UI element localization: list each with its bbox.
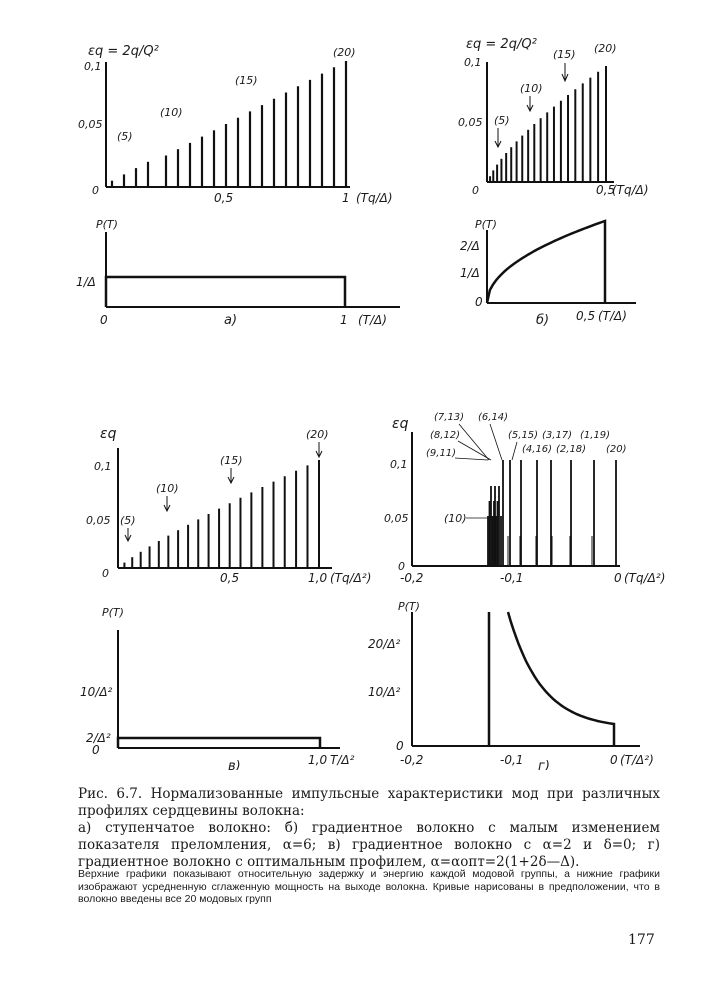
power-curve [487, 221, 605, 303]
y-axis-label: εq [392, 416, 409, 432]
panel-b-bottom-chart [460, 218, 636, 328]
x-axis-unit: (T/Δ) [358, 313, 387, 327]
y-tick-label: 0,05 [86, 514, 111, 527]
x-tick-label: 0 [610, 753, 618, 767]
y-tick-label: 0,05 [384, 512, 409, 525]
group-label: (6,14) [478, 412, 509, 423]
panel-v-bottom-chart [80, 606, 355, 770]
y-axis-label: εq = 2q/Q² [466, 37, 537, 52]
panel-label: а) [224, 313, 238, 328]
y-tick-label: 0,1 [84, 60, 102, 73]
x-axis-unit: (Tq/Δ²) [330, 571, 372, 585]
y-axis-label: εq [100, 426, 117, 442]
arrow [125, 528, 131, 541]
y-tick-label: 20/Δ² [368, 637, 401, 651]
y-tick-label: 0 [92, 184, 99, 197]
x-axis-unit: (T/Δ²) [620, 753, 654, 767]
panel-a-bottom-chart [76, 218, 400, 328]
arrow [490, 424, 502, 460]
arrow [316, 442, 322, 457]
group-label: (20) [306, 428, 329, 441]
group-label: (20) [594, 42, 617, 55]
panel-v-top-chart [86, 426, 371, 585]
y-tick-label: 0 [475, 295, 483, 309]
panel-label: г) [538, 759, 550, 770]
group-label: (4,16) [522, 444, 553, 455]
mode-bars [112, 61, 346, 187]
mode-bars [124, 460, 319, 568]
x-tick-label: -0,2 [400, 753, 424, 767]
figure-caption [78, 786, 660, 871]
page-number: 177 [628, 932, 655, 948]
y-tick-label: 10/Δ² [80, 685, 113, 699]
x-tick-label: -0,2 [400, 571, 424, 585]
note-text: Верхние графики показывают относительную задержку и энергию каждой модовой группы, а нижние графики изображают усредненную сглаженную мощность на выходе волокна. Кривые нарисованы в предположении, что в волокно введены все 20 модовых групп [78, 868, 660, 905]
panel-label: б) [536, 313, 550, 328]
y-tick-label: 0,1 [464, 56, 482, 69]
power-curve [118, 738, 320, 748]
x-tick-label: 0 [614, 571, 622, 585]
x-axis-unit: (Tq/Δ) [356, 191, 393, 205]
group-label: (7,13) [434, 412, 465, 423]
group-label: (20) [606, 444, 627, 455]
arrow [527, 96, 533, 111]
y-tick-label: 1/Δ [76, 275, 96, 289]
y-tick-label: 0 [396, 739, 404, 753]
arrow [228, 468, 234, 483]
x-tick-label: 1,0 [308, 571, 328, 585]
x-tick-label: 1 [342, 191, 350, 205]
group-label: (5) [117, 130, 133, 143]
x-tick-label: -0,1 [500, 571, 524, 585]
x-tick-label: 0,5 [214, 191, 234, 205]
y-axis-label: εq = 2q/Q² [88, 44, 159, 59]
x-tick-label: 1,0 [308, 753, 328, 767]
group-label: (9,11) [426, 448, 457, 459]
panel-label: в) [228, 759, 241, 770]
group-label: (8,12) [430, 430, 461, 441]
y-tick-label: 0 [398, 560, 405, 573]
group-label: (10) [156, 482, 179, 495]
mode-bars [488, 460, 616, 566]
y-tick-label: 0,1 [94, 460, 112, 473]
y-tick-label: 2/Δ² [86, 731, 111, 745]
arrow [495, 128, 501, 147]
y-axis-label: P(T) [102, 606, 124, 619]
y-tick-label: 1/Δ [460, 266, 480, 280]
group-label: (10) [444, 512, 467, 525]
arrow [512, 442, 517, 460]
group-label: (1,19) [580, 430, 611, 441]
group-label: (5,15) [508, 430, 539, 441]
caption-title: Рис. 6.7. Нормализованные импульсные характеристики мод при различных профилях сердцевины волокна: [78, 786, 660, 819]
panel-b-top-chart [458, 37, 649, 197]
x-tick-label: 0,5 [220, 571, 240, 585]
x-tick-label: 0,5 [576, 309, 596, 323]
y-axis-label: P(T) [96, 218, 118, 231]
y-tick-label: 0 [92, 743, 100, 757]
y-axis-label: P(T) [475, 218, 497, 231]
arrow [458, 441, 491, 460]
y-axis-label: P(T) [398, 600, 420, 613]
y-tick-label: 0 [472, 184, 479, 197]
power-curve [106, 277, 345, 307]
group-label: (10) [160, 106, 183, 119]
group-label: (15) [220, 454, 243, 467]
x-axis-unit: (Tq/Δ) [612, 183, 649, 197]
group-label: (3,17) [542, 430, 573, 441]
caption-body: а) ступенчатое волокно: б) градиентное волокно с малым изменением показателя преломления, α=6; в) градиентное волокно с α=2 и δ=0; г) градиентное волокно с оптимальным профилем, α=αопт=2(1+2δ—Δ). [78, 820, 660, 870]
x-tick-label: 1 [340, 313, 348, 327]
y-tick-label: 2/Δ [460, 239, 480, 253]
arrow [164, 496, 170, 511]
group-label: (2,18) [556, 444, 587, 455]
group-label: (10) [520, 82, 543, 95]
x-axis-unit: (T/Δ) [598, 309, 627, 323]
x-tick-label: -0,1 [500, 753, 524, 767]
y-tick-label: 0,1 [390, 458, 408, 471]
panel-g-bottom-chart [368, 600, 654, 770]
arrow [562, 63, 568, 81]
panel-g-top-chart [384, 412, 665, 585]
y-tick-label: 10/Δ² [368, 685, 401, 699]
x-axis-unit: T/Δ² [330, 753, 355, 767]
y-tick-label: 0,05 [78, 118, 103, 131]
arrow [455, 458, 488, 460]
group-label: (5) [494, 114, 510, 127]
x-tick-label: 0,5 [596, 183, 616, 197]
arrow [459, 424, 489, 460]
panel-a-top-chart [78, 44, 393, 205]
group-label: (15) [235, 74, 258, 87]
y-tick-label: 0 [102, 567, 109, 580]
x-tick-label: 0 [100, 313, 108, 327]
power-curve [489, 612, 614, 746]
x-axis-unit: (Tq/Δ²) [624, 571, 666, 585]
group-label: (20) [333, 46, 356, 59]
group-label: (5) [120, 514, 136, 527]
y-tick-label: 0,05 [458, 116, 483, 129]
group-label: (15) [553, 48, 576, 61]
figure-note [78, 868, 660, 906]
